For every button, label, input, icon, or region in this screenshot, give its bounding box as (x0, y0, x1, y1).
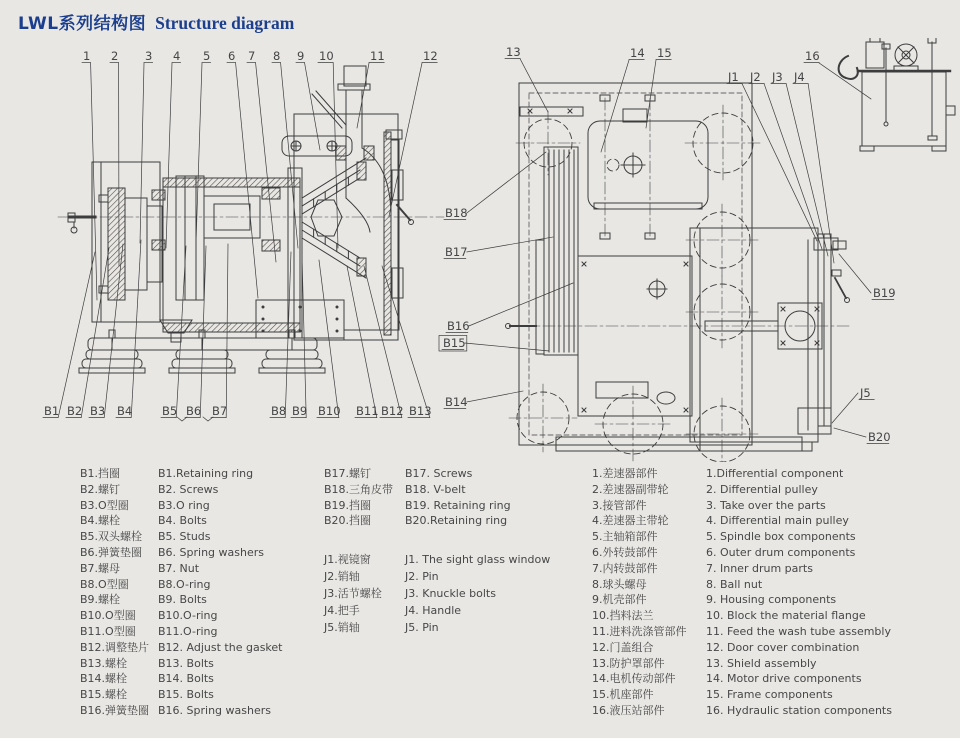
leader-line-B1 (58, 252, 95, 418)
legend-item (592, 671, 892, 687)
legend-item (80, 671, 282, 687)
legend-label-cn: B17.螺钉 (324, 467, 372, 480)
legend-label-en: J2. Pin (405, 570, 439, 583)
legend-label-en: B16. Spring washers (158, 703, 271, 717)
legend-item (80, 656, 282, 672)
legend-label-en: B17. Screws (405, 467, 473, 480)
legend-label-en: 14. Motor drive components (706, 672, 862, 686)
callout-J1: J1 (728, 70, 739, 84)
legend-label-en: 15. Frame components (706, 688, 833, 702)
legend-label-cn: B9.螺栓 (80, 593, 121, 607)
legend-item (80, 592, 282, 608)
belt-pulley (506, 147, 579, 355)
legend-label-cn: 9.机壳部件 (592, 593, 647, 607)
callout-B20: B20 (868, 430, 891, 444)
legend-label-en: B19. Retaining ring (405, 498, 511, 512)
legend-label-cn: 3.接管部件 (592, 498, 647, 512)
shield-plate (520, 107, 583, 116)
page-title (18, 9, 294, 34)
legend-label-cn: J5.销轴 (324, 621, 360, 634)
leader-line-B2 (81, 248, 109, 418)
legend-label-en: B1.Retaining ring (158, 467, 254, 480)
callout-4: 4 (173, 49, 181, 63)
callout-B14: B14 (445, 395, 468, 409)
leader-line-15 (646, 60, 656, 128)
callout-J4: J4 (794, 70, 805, 84)
legend-label-cn: J1.视镜窗 (324, 553, 371, 566)
callout-10: 10 (319, 49, 334, 63)
motor (578, 256, 692, 416)
callout-11: 11 (370, 49, 385, 63)
legend-item (324, 498, 511, 514)
legend-label-cn: 13.防护罩部件 (592, 656, 665, 670)
hydraulic-station-drawing (839, 38, 955, 151)
callout-8: 8 (273, 49, 281, 63)
legend-item (80, 545, 282, 561)
callout-1: 1 (83, 49, 91, 63)
legend-label-en: 11. Feed the wash tube assembly (706, 624, 891, 638)
leader-line-B16 (469, 283, 573, 326)
legend-label-cn: B6.弹簧垫圈 (80, 545, 143, 559)
callout-J5: J5 (860, 386, 871, 400)
callout-5: 5 (203, 49, 211, 63)
legend-label-cn: B2.螺钉 (80, 482, 121, 496)
door-foot (798, 408, 831, 434)
callout-12: 12 (423, 49, 438, 63)
legend-label-en: B20.Retaining ring (405, 514, 508, 528)
legend-item (80, 703, 282, 719)
leader-line-J1 (742, 84, 817, 241)
legend-label-cn: 10.挡料法兰 (592, 609, 654, 623)
leader-line-B4 (131, 240, 141, 418)
legend-label-en: B13. Bolts (158, 656, 214, 670)
legend-label-en: B4. Bolts (158, 514, 207, 528)
legend-label-cn: 15.机座部件 (592, 688, 654, 702)
callout-B3: B3 (90, 404, 106, 418)
legend-column-1-16 (592, 466, 892, 719)
legend-item (80, 513, 282, 529)
legend-label-en: J3. Knuckle bolts (405, 587, 496, 600)
legend-item (324, 513, 511, 529)
leader-line-B13 (382, 266, 430, 418)
callout-B10: B10 (318, 404, 341, 418)
isolator-part (266, 350, 318, 359)
leader-line-11 (357, 63, 369, 128)
legend-label-cn: B20.挡圈 (324, 514, 372, 528)
leader-line-7 (256, 63, 276, 262)
leader-line-3 (140, 63, 144, 243)
legend-item (592, 513, 892, 529)
callout-B12: B12 (381, 404, 404, 418)
legend-label-en: J4. Handle (405, 604, 462, 617)
legend-item (80, 687, 282, 703)
legend-label-en: B15. Bolts (158, 688, 214, 702)
legend-label-cn: 4.差速器主带轮 (592, 514, 669, 528)
legend-label-cn: B16.弹簧垫圈 (80, 703, 150, 717)
legend-label-en: B12. Adjust the gasket (158, 640, 283, 654)
outer-drum-housing (522, 228, 852, 451)
callout-B18: B18 (445, 206, 468, 220)
drum-cone (302, 158, 366, 278)
callout-B5: B5 (162, 404, 178, 418)
legend-item (592, 640, 892, 656)
legend-item (592, 577, 892, 593)
leader-line-B18 (467, 152, 546, 213)
legend-label-en: 4. Differential main pulley (706, 514, 849, 528)
legend-item (80, 498, 282, 514)
damper-circles (509, 105, 761, 462)
legend-label-cn: B10.O型圈 (80, 609, 136, 623)
sectional-view (58, 66, 444, 421)
legend-label-en: B9. Bolts (158, 593, 207, 607)
legend-label-en: 13. Shield assembly (706, 656, 817, 670)
legend-item (592, 687, 892, 703)
callout-6: 6 (228, 49, 236, 63)
leader-line-B12 (364, 266, 402, 418)
legend-item (80, 577, 282, 593)
callout-B13: B13 (409, 404, 432, 418)
hose (839, 56, 858, 79)
legend-item (592, 561, 892, 577)
leader-line-J3 (786, 84, 828, 256)
legend-item (324, 466, 511, 482)
leader-line-13 (520, 59, 548, 112)
structure-diagram-canvas (0, 38, 960, 462)
legend-column-b1-b16 (80, 466, 282, 719)
legend-label-cn: J4.把手 (324, 604, 360, 617)
legend-label-cn: 5.主轴箱部件 (592, 530, 658, 544)
legend-label-cn: B11.O型圈 (80, 624, 136, 638)
legend-item (324, 585, 550, 602)
legend-column-j1-j5 (324, 551, 550, 636)
isolator-part (109, 330, 115, 338)
oil-tank (862, 72, 946, 146)
legend-label-en: B3.O ring (158, 498, 210, 512)
leader-line-9 (305, 63, 320, 150)
legend-label-cn: 2.差速器副带轮 (592, 482, 669, 496)
isolator-part (262, 359, 322, 368)
legend-item (80, 608, 282, 624)
legend-item (324, 619, 550, 636)
legend-label-en: B7. Nut (158, 561, 200, 575)
leader-line-B9 (302, 256, 306, 418)
leader-line-B20 (834, 428, 866, 437)
legend-label-cn: 12.门盖组合 (592, 640, 654, 654)
legend-label-en: 2. Differential pulley (706, 482, 818, 496)
legend-item (324, 551, 550, 568)
legend-item (80, 529, 282, 545)
isolator-part (86, 350, 138, 359)
leader-line-J2 (764, 84, 822, 249)
legend-label-en: 10. Block the material flange (706, 609, 866, 623)
legend-label-en: 3. Take over the parts (706, 498, 826, 512)
legend-label-cn: B3.O型圈 (80, 498, 129, 512)
callout-B16: B16 (447, 319, 470, 333)
callout-B11: B11 (356, 404, 379, 418)
legend-label-cn: B12.调整垫片 (80, 640, 150, 654)
callout-7: 7 (248, 49, 256, 63)
callout-13: 13 (506, 45, 521, 59)
legend-label-en: 7. Inner drum parts (706, 561, 813, 575)
legend-item (592, 656, 892, 672)
legend-item (80, 624, 282, 640)
isolator-part (82, 359, 142, 368)
callout-J3: J3 (772, 70, 783, 84)
legend-label-cn: J2.销轴 (324, 570, 360, 583)
callout-B4: B4 (117, 404, 133, 418)
callout-B19: B19 (873, 286, 896, 300)
callout-14: 14 (630, 46, 645, 60)
callout-B7: B7 (212, 404, 228, 418)
legend-label-cn: 14.电机传动部件 (592, 672, 676, 686)
callout-9: 9 (297, 49, 305, 63)
callout-B9: B9 (292, 404, 308, 418)
callout-15: 15 (657, 46, 672, 60)
legend-label-cn: 11.进料洗涤管部件 (592, 624, 687, 638)
legend-label-cn: B7.螺母 (80, 561, 121, 575)
callout-J2: J2 (750, 70, 761, 84)
legend-item (80, 561, 282, 577)
callout-B17: B17 (445, 245, 468, 259)
legend-label-cn: B18.三角皮带 (324, 482, 394, 496)
legend-item (592, 466, 892, 482)
legend-label-cn: 6.外转鼓部件 (592, 545, 658, 559)
leader-line-B17 (467, 237, 553, 252)
callout-16: 16 (805, 49, 820, 63)
legend-label-cn: B4.螺栓 (80, 514, 121, 528)
callout-labels (43, 45, 896, 444)
legend-label-en: 1.Differential component (706, 467, 844, 480)
isolator-part (259, 368, 325, 373)
legend-label-cn: 16.液压站部件 (592, 703, 665, 717)
legend-item (592, 498, 892, 514)
legend-label-cn: B14.螺栓 (80, 672, 128, 686)
legend-label-en: B2. Screws (158, 482, 219, 496)
callout-B2: B2 (67, 404, 83, 418)
leader-line-J5 (832, 393, 858, 423)
callout-B6: B6 (186, 404, 202, 418)
leader-line-B10 (319, 260, 339, 418)
legend-label-en: B10.O-ring (158, 609, 218, 623)
legend-label-en: 16. Hydraulic station components (706, 703, 892, 717)
left-shaft-end (68, 213, 95, 233)
callout-B15: B15 (443, 336, 466, 350)
legend-item (592, 545, 892, 561)
callout-B1: B1 (44, 404, 60, 418)
legend-item (592, 624, 892, 640)
legend-label-cn: B1.挡圈 (80, 467, 121, 480)
legend-label-en: J5. Pin (405, 621, 439, 634)
legend-label-en: 12. Door cover combination (706, 640, 860, 654)
legend-label-cn: 7.内转鼓部件 (592, 561, 658, 575)
legend-item (324, 602, 550, 619)
callout-B8: B8 (271, 404, 287, 418)
title-chinese: LWL系列结构图 (18, 14, 147, 34)
leader-line-4 (166, 63, 172, 248)
door-column (798, 234, 850, 434)
legend-item (80, 640, 282, 656)
legend-label-cn: B19.挡圈 (324, 498, 372, 512)
legend-label-cn: 8.球头螺母 (592, 577, 647, 591)
legend-label-cn: B8.O型圈 (80, 577, 129, 591)
legend-label-en: B11.O-ring (158, 624, 218, 638)
legend-label-en: 6. Outer drum components (706, 545, 856, 559)
legend-label-en: B8.O-ring (158, 577, 211, 591)
legend-column-b17-b20 (324, 466, 511, 529)
legend-item (592, 482, 892, 498)
leader-line-16 (819, 63, 871, 99)
legend-label-en: B14. Bolts (158, 672, 214, 686)
leader-line-B14 (467, 391, 523, 402)
callout-2: 2 (111, 49, 119, 63)
legend-label-cn: B5.双头螺栓 (80, 530, 143, 544)
title-english: Structure diagram (155, 13, 295, 33)
door-handle (835, 278, 846, 298)
machine-base (88, 330, 398, 350)
legend-item (592, 529, 892, 545)
legend-item (592, 592, 892, 608)
legend-label-cn: B13.螺栓 (80, 656, 128, 670)
legend-label-en: J1. The sight glass window (405, 553, 551, 566)
legend-label-en: 9. Housing components (706, 593, 837, 607)
frame (519, 83, 802, 451)
callout-3: 3 (145, 49, 153, 63)
leader-line-J4 (808, 84, 834, 263)
leader-line-B19 (839, 254, 871, 293)
legend-item (592, 608, 892, 624)
legend-label-en: 8. Ball nut (706, 577, 763, 591)
legend-label-en: B18. V-belt (405, 482, 466, 496)
legend-label-cn: 1.差速器部件 (592, 467, 658, 480)
legend-item (80, 482, 282, 498)
leader-line-5 (196, 63, 202, 243)
legend-item (324, 482, 511, 498)
legend-label-en: 5. Spindle box components (706, 530, 856, 544)
legend-item (324, 568, 550, 585)
legend-item (592, 703, 892, 719)
legend-label-cn: B15.螺栓 (80, 688, 128, 702)
door-cover (384, 130, 414, 335)
legend-label-en: B6. Spring washers (158, 545, 264, 559)
legend-label-en: B5. Studs (158, 530, 211, 544)
legend-item (80, 466, 282, 482)
legend-label-cn: J3.活节螺栓 (324, 587, 382, 600)
leader-line-B11 (347, 266, 377, 418)
